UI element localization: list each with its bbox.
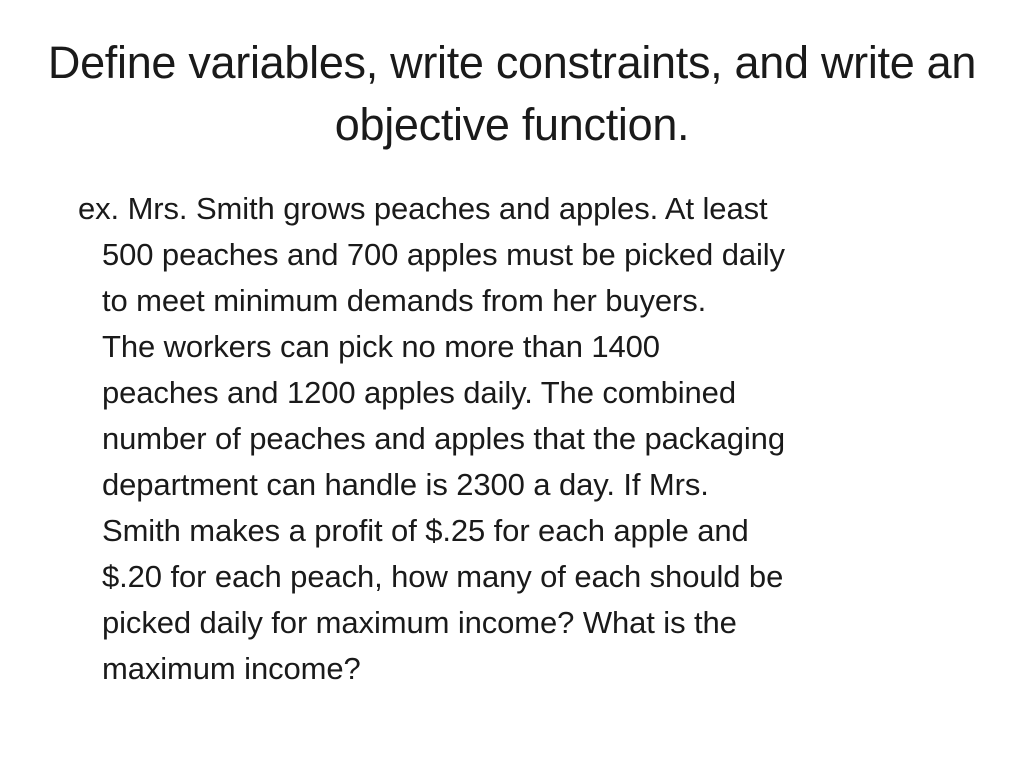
problem-line: to meet minimum demands from her buyers.	[102, 283, 707, 318]
problem-line: The workers can pick no more than 1400	[102, 329, 660, 364]
problem-line: $.20 for each peach, how many of each should be	[102, 559, 784, 594]
problem-line: department can handle is 2300 a day. If Mrs.	[102, 467, 709, 502]
problem-line: number of peaches and apples that the packaging	[102, 421, 785, 456]
problem-line: picked daily for maximum income? What is the	[102, 605, 737, 640]
problem-line: ex. Mrs. Smith grows peaches and apples. At least	[78, 191, 768, 226]
problem-paragraph	[78, 186, 974, 692]
problem-line: Smith makes a profit of $.25 for each apple and	[102, 513, 749, 548]
problem-line: maximum income?	[102, 651, 361, 686]
problem-line: 500 peaches and 700 apples must be picked daily	[102, 237, 785, 272]
problem-line: peaches and 1200 apples daily. The combined	[102, 375, 736, 410]
slide-title: Define variables, write constraints, and write an objective function.	[47, 37, 977, 150]
